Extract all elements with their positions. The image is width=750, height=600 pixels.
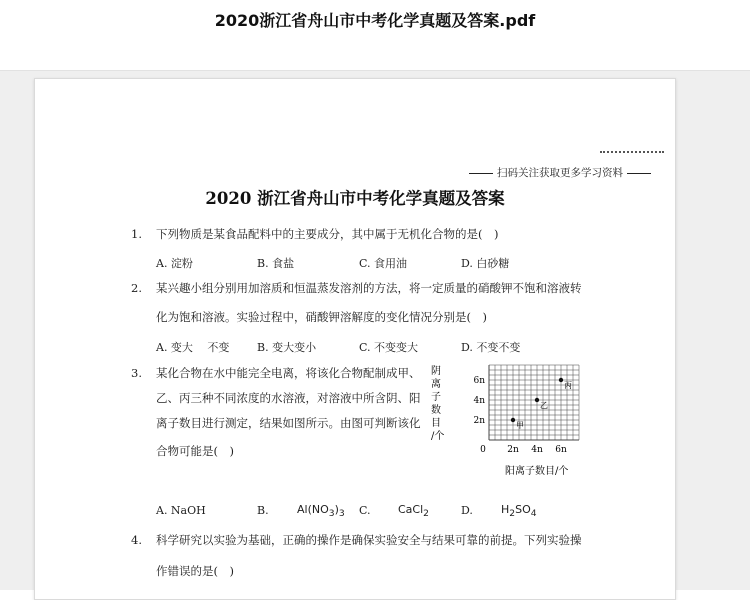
option-d: D. 白砂糖	[461, 257, 510, 270]
question-text: 作错误的是( )	[156, 564, 234, 578]
y-axis-label-char: 子	[431, 392, 441, 403]
option-c: C. 不变变大	[359, 341, 419, 354]
data-point	[535, 398, 539, 402]
option-a: A. 变大 不变	[156, 341, 230, 354]
y-tick-label: 2n	[473, 416, 485, 426]
ion-count-chart	[431, 362, 581, 477]
header-mark	[600, 151, 664, 157]
y-axis-label-char: 数	[431, 405, 441, 416]
option-d: D.	[461, 504, 473, 517]
y-axis-label-char: 离	[431, 379, 441, 390]
question-number: 3.	[131, 366, 142, 380]
chart-x-axis-label: 阳离子数目/个	[505, 466, 569, 477]
window-title: 2020浙江省舟山市中考化学真题及答案.pdf	[214, 11, 536, 30]
option-b: B.	[257, 504, 269, 517]
point-label: 乙	[540, 401, 548, 410]
y-tick-label: 4n	[473, 396, 485, 406]
option-a: A. 淀粉	[156, 257, 193, 270]
x-tick-label: 6n	[555, 445, 567, 455]
option-c: C.	[359, 504, 371, 517]
question-text: 化为饱和溶液。实验过程中，硝酸钾溶解度的变化情况分别是( )	[156, 310, 487, 324]
question-text: 某兴趣小组分别用加溶质和恒温蒸发溶剂的方法，将一定质量的硝酸钾不饱和溶液转	[156, 281, 582, 295]
data-point	[511, 418, 515, 422]
question-text: 乙、丙三种不同浓度的水溶液，对溶液中所含阴、阳	[156, 391, 421, 405]
chart-ticks	[473, 376, 566, 455]
point-label: 甲	[516, 421, 524, 430]
chart-y-axis-label	[431, 365, 444, 442]
x-tick-label: 2n	[507, 445, 519, 455]
option-c-formula: CaCl$_2$	[398, 503, 429, 520]
y-tick-label: 6n	[473, 376, 485, 386]
option-b: B. 食盐	[257, 257, 295, 270]
chart-grid	[489, 365, 579, 440]
x-tick-label: 4n	[531, 445, 543, 455]
option-a: A. NaOH	[156, 504, 206, 517]
point-label: 丙	[564, 381, 572, 390]
question-number: 1.	[131, 227, 142, 241]
y-axis-label-unit: /个	[431, 431, 445, 442]
option-b-formula: $Al(NO_3)_3$	[297, 503, 345, 520]
option-d: D. 不变不变	[461, 341, 521, 354]
chart-points	[511, 378, 572, 430]
document-title: 2020 浙江省舟山市中考化学真题及答案	[205, 189, 505, 208]
viewer-title-bar	[0, 0, 750, 71]
option-d-formula: $H_2SO_4$	[501, 503, 537, 520]
x-tick-label: 0	[480, 445, 486, 455]
question-text: 合物可能是( )	[156, 444, 234, 458]
y-axis-label-char: 阴	[431, 366, 441, 377]
pdf-page	[34, 78, 676, 600]
question-number: 4.	[131, 533, 142, 547]
promo-dash-left	[469, 173, 493, 174]
question-text: 离子数目进行测定，结果如图所示。由图可判断该化	[156, 416, 421, 430]
question-text: 某化合物在水中能完全电离，将该化合物配制成甲、	[156, 366, 421, 380]
option-c: C. 食用油	[359, 257, 408, 270]
promo-dash-right	[627, 173, 651, 174]
option-b: B. 变大变小	[257, 341, 317, 354]
question-number: 2.	[131, 281, 142, 295]
promo-text: 扫码关注获取更多学习资料	[497, 167, 623, 179]
promo-banner	[465, 165, 655, 180]
question-text: 科学研究以实验为基础，正确的操作是确保实验安全与结果可靠的前提。下列实验操	[156, 533, 582, 547]
y-axis-label-char: 目	[431, 418, 441, 429]
question-text: 下列物质是某食品配料中的主要成分，其中属于无机化合物的是( )	[156, 227, 499, 241]
data-point	[559, 378, 563, 382]
